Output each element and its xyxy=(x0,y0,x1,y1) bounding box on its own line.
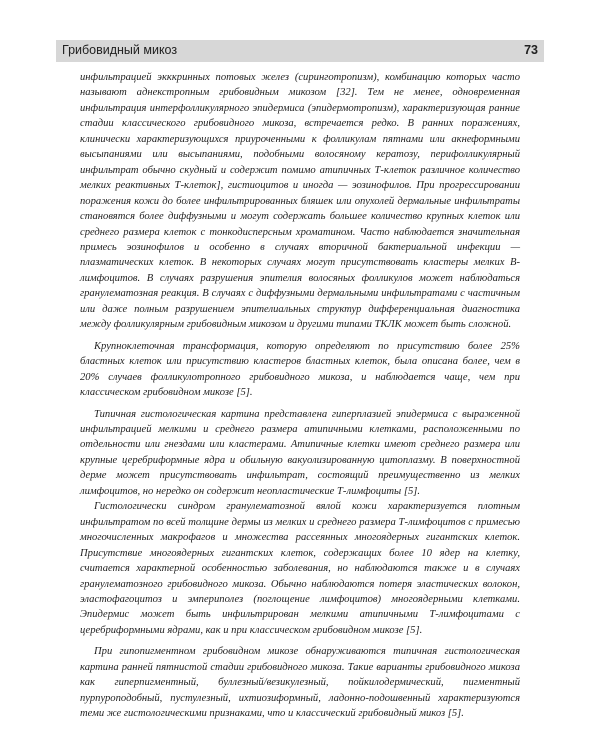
page-number: 73 xyxy=(524,43,538,57)
paragraph-2: Крупноклеточная трансформация, которую определяют по присутствию более 25% бластных клеток или присутствию кластеров бластных клеток, была описана более, чем в 20% случаев фолликулотропного грибовидного микоза, и наблюдается чаще, чем при классическом грибовидном микозе [5]. xyxy=(80,340,520,399)
chapter-title: Грибовидный микоз xyxy=(62,43,178,57)
paragraph-1: инфильтрацией экккринных потовых желез (сиринготропизм), комбинацию которых часто называют аднекстропным грибовидным микозом [32]. Тем не менее, одновременная инфильтрация интерфолликулярного эпидермиса (эпидермотропизм), характеризующая ранние стадии классического грибовидного микоза, встречается редко. В ранних поражениях, клинически характеризующихся приуроченными к фолликулам пятнами или акнеформными высыпаниями или высыпаниями, подобными волосяному кератозу, перифолликулярный инфильтрат обычно скудный и содержит помимо атипичных Т-клеток различное количество мелких реактивных Т-клеток], гистиоцитов и иногда — эозинофилов. При прогрессировании поражения кожи до более инфильтрированных бляшек или опухолей дермальные инфильтраты становятся более диффузными и могут содержать большее количество крупных клеток или среднего размера клеток с тонкодисперсным хроматином. Часто наблюдается значительная примесь эозинофилов и особенно в случаях вторичной бактериальной инфекции — плазматических клеток. В некоторых случаях могут присутствовать кластеры мелких В-лимфоцитов. В случаях разрушения эпителия волосяных фолликулов может наблюдаться гранулематозная реакция. В случаях с диффузными дермальными инфильтратами с частичным или даже полным разрушением эпителиальных структур дифференциальная диагностика между фолликулярным грибовидным микозом и другими типами ТКЛК может быть сложной. xyxy=(80,72,520,331)
paragraph-3: Типичная гистологическая картина представлена гиперплазией эпидермиса с выраженной инфильтрацией мелкими и среднего размера атипичными клетками, расположенными по отдельности или гнездами или кластерами. Атипичные клетки имеют среднего размера или крупные церебриформные ядра и обильную вакуолизированную цитоплазму. В поверхностной дерме может присутствовать инфильтрат, состоящий преимущественно из мелких лимфоцитов, но нередко он содержит неопластические Т-лимфоциты [5]. xyxy=(80,408,520,497)
running-header xyxy=(56,40,544,62)
paragraph-5: При гипопигментном грибовидном микозе обнаруживаются типичная гистологическая картина ранней пятнистой стадии грибовидного микоза. Такие варианты грибовидного микоза как гиперпигментный, буллезный/везикулезный, пойкилодермический, пигментный пурпуроподобный, пустулезный, ихтиозиформный, ладонно-подошвенный характеризуются теми же гистологическими признаками, что и классический грибовидный микоз [5]. xyxy=(80,646,520,720)
body-text xyxy=(80,70,520,722)
paragraph-4: Гистологически синдром гранулематозной вялой кожи характеризуется плотным инфильтратом по всей толщине дермы из мелких и среднего размера Т-лимфоцитов с примесью многочисленных макрофагов и множества рассеянных многоядерных гигантских клеток. Присутствие многоядерных гигантских клеток, содержащих более 10 ядер на клетку, считается характерной особенностью заболевания, но наблюдаются также и в случаях гранулематозного грибовидного микоза. Обычно наблюдаются потеря эластических волокон, эластофагоцитоз и эмпериполез (поглощение лимфоцитов) многоядерными клетками. Эпидермис может быть инфильтрирован мелкими атипичными Т-лимфоцитами с церебриформными ядрами, как и при классическом грибовидном микозе [5]. xyxy=(80,501,520,636)
